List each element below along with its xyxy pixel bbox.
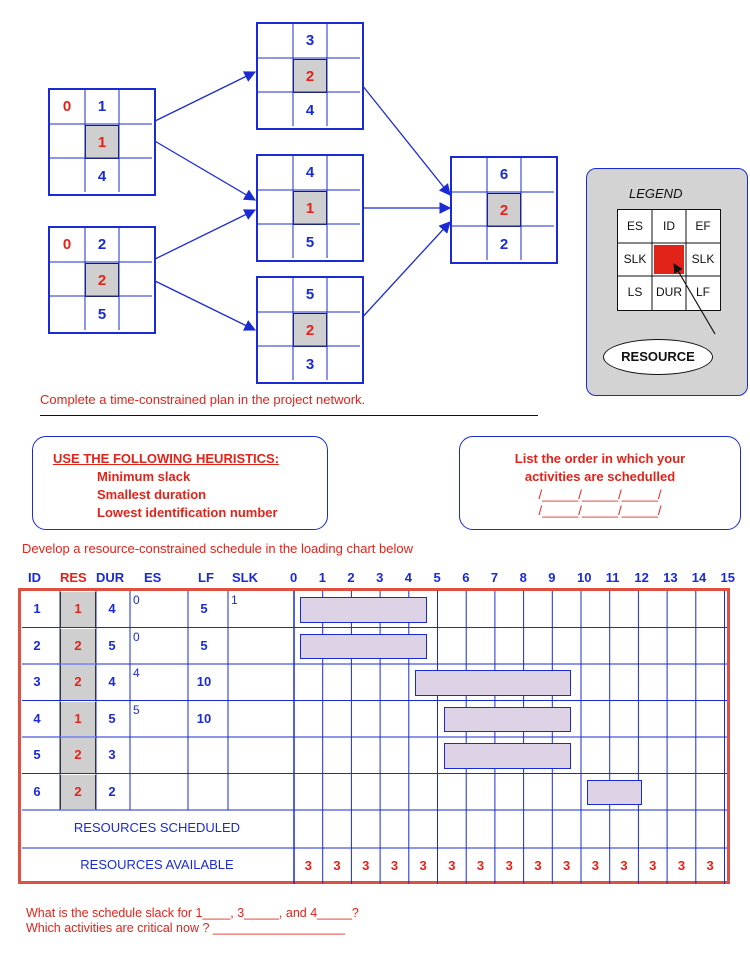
header-id: ID — [28, 570, 41, 585]
available-value: 3 — [476, 858, 485, 873]
legend-es: ES — [626, 219, 643, 233]
resources-scheduled-label: RESOURCES SCHEDULED — [73, 820, 241, 835]
available-value: 3 — [333, 858, 341, 873]
available-value: 3 — [390, 858, 399, 873]
row-res: 2 — [74, 674, 82, 689]
node-resource: 1 — [293, 191, 327, 225]
row-id: 6 — [33, 783, 41, 799]
row-lf: 5 — [200, 637, 208, 653]
heuristic-item-2: Smallest duration — [97, 487, 207, 502]
question-critical: Which activities are critical now ? ___________________ — [26, 921, 345, 935]
time-label: 1 — [318, 570, 326, 585]
node-lf: 3 — [305, 356, 315, 373]
row-dur: 4 — [108, 674, 116, 689]
row-res: 1 — [74, 601, 82, 616]
order-line-2: activities are schedulled — [524, 469, 676, 484]
available-value: 3 — [419, 858, 427, 873]
legend-slk-left: SLK — [623, 252, 647, 266]
node-resource: 1 — [85, 125, 119, 159]
legend-ef: EF — [695, 219, 711, 233]
row-dur: 5 — [108, 710, 116, 726]
time-label: 2 — [347, 570, 355, 585]
node-es: 0 — [62, 98, 72, 115]
available-value: 3 — [304, 858, 312, 873]
chart-instruction: Develop a resource-constrained schedule in the loading chart below — [22, 541, 413, 556]
legend-ls: LS — [627, 285, 643, 299]
heuristic-item-1: Minimum slack — [97, 469, 191, 484]
available-value: 3 — [620, 858, 628, 873]
available-value: 3 — [534, 858, 542, 873]
row-lf: 10 — [196, 674, 212, 689]
node-ef: 3 — [305, 32, 315, 49]
row-lf: 5 — [200, 601, 208, 616]
time-label: 11 — [605, 570, 620, 585]
order-blanks-1: /_____/_____/_____/ — [538, 487, 662, 502]
legend-resource-label: RESOURCE — [603, 339, 713, 375]
node-ef: 5 — [305, 286, 315, 303]
time-label: 4 — [404, 570, 413, 585]
available-value: 3 — [563, 858, 571, 873]
node-lf: 5 — [97, 306, 107, 323]
available-value: 3 — [448, 858, 456, 873]
row-id: 2 — [33, 637, 41, 653]
header-res: RES — [60, 570, 87, 585]
row-id: 4 — [33, 710, 41, 726]
time-label: 3 — [376, 570, 384, 585]
row-id: 1 — [33, 601, 41, 616]
time-label: 15 — [720, 570, 735, 585]
row-res: 1 — [74, 710, 82, 726]
row-slk: 1 — [231, 593, 238, 607]
row-dur: 2 — [108, 783, 116, 799]
row-es: 4 — [133, 666, 140, 680]
header-es: ES — [144, 570, 162, 585]
schedule-bar — [587, 780, 642, 806]
available-value: 3 — [591, 858, 599, 873]
row-dur: 4 — [108, 601, 116, 616]
row-id: 3 — [33, 674, 41, 689]
order-blanks-2: /_____/_____/_____/ — [538, 503, 662, 518]
legend-lf: LF — [695, 285, 710, 299]
legend-dur: DUR — [656, 285, 682, 299]
header-slk: SLK — [232, 570, 258, 585]
legend-title: LEGEND — [629, 186, 683, 201]
row-dur: 3 — [108, 747, 116, 762]
legend-slk-right: SLK — [691, 252, 715, 266]
available-value: 3 — [505, 858, 513, 873]
node-lf: 4 — [305, 102, 315, 119]
time-label: 6 — [462, 570, 470, 585]
time-label: 9 — [548, 570, 556, 585]
schedule-bar — [444, 743, 571, 769]
node-lf: 2 — [499, 236, 509, 253]
available-value: 3 — [706, 858, 714, 873]
row-es: 0 — [133, 593, 140, 607]
node-resource: 2 — [293, 59, 327, 93]
row-lf: 10 — [196, 710, 212, 726]
node-ef: 1 — [97, 98, 107, 115]
row-res: 2 — [74, 637, 82, 653]
node-resource: 2 — [85, 263, 119, 297]
time-label: 8 — [519, 570, 527, 585]
node-es: 0 — [62, 236, 72, 253]
heuristic-item-3: Lowest identification number — [97, 505, 278, 520]
schedule-bar — [300, 597, 427, 623]
row-res: 2 — [74, 783, 82, 799]
network-caption: Complete a time-constrained plan in the project network. — [40, 392, 366, 407]
schedule-bar — [300, 634, 427, 660]
question-slack: What is the schedule slack for 1____, 3_____, and 4_____? — [26, 906, 359, 920]
header-dur: DUR — [96, 570, 125, 585]
available-value: 3 — [677, 858, 686, 873]
time-label: 5 — [433, 570, 441, 585]
order-line-1: List the order in which your — [514, 451, 686, 466]
schedule-bar — [444, 707, 571, 733]
node-ef: 4 — [305, 164, 315, 181]
node-ef: 6 — [499, 166, 509, 183]
available-value: 3 — [362, 858, 370, 873]
time-label: 7 — [490, 570, 499, 585]
row-es: 0 — [133, 629, 140, 644]
time-label: 10 — [577, 570, 592, 585]
available-value: 3 — [649, 858, 657, 873]
node-lf: 4 — [97, 168, 107, 185]
row-dur: 5 — [108, 637, 116, 653]
heuristics-title: USE THE FOLLOWING HEURISTICS: — [53, 451, 280, 466]
time-label: 13 — [663, 570, 678, 585]
row-res: 2 — [74, 747, 82, 762]
row-id: 5 — [33, 747, 41, 762]
time-label: 14 — [691, 570, 707, 585]
node-ef: 2 — [97, 236, 107, 253]
time-label: 12 — [634, 570, 649, 585]
node-lf: 5 — [305, 234, 315, 251]
row-es: 5 — [133, 702, 140, 717]
node-resource: 2 — [293, 313, 327, 347]
header-lf: LF — [198, 570, 214, 585]
resources-available-label: RESOURCES AVAILABLE — [80, 857, 234, 872]
schedule-bar — [415, 670, 571, 696]
time-label: 0 — [290, 570, 298, 585]
legend-id: ID — [663, 219, 675, 233]
node-resource: 2 — [487, 193, 521, 227]
